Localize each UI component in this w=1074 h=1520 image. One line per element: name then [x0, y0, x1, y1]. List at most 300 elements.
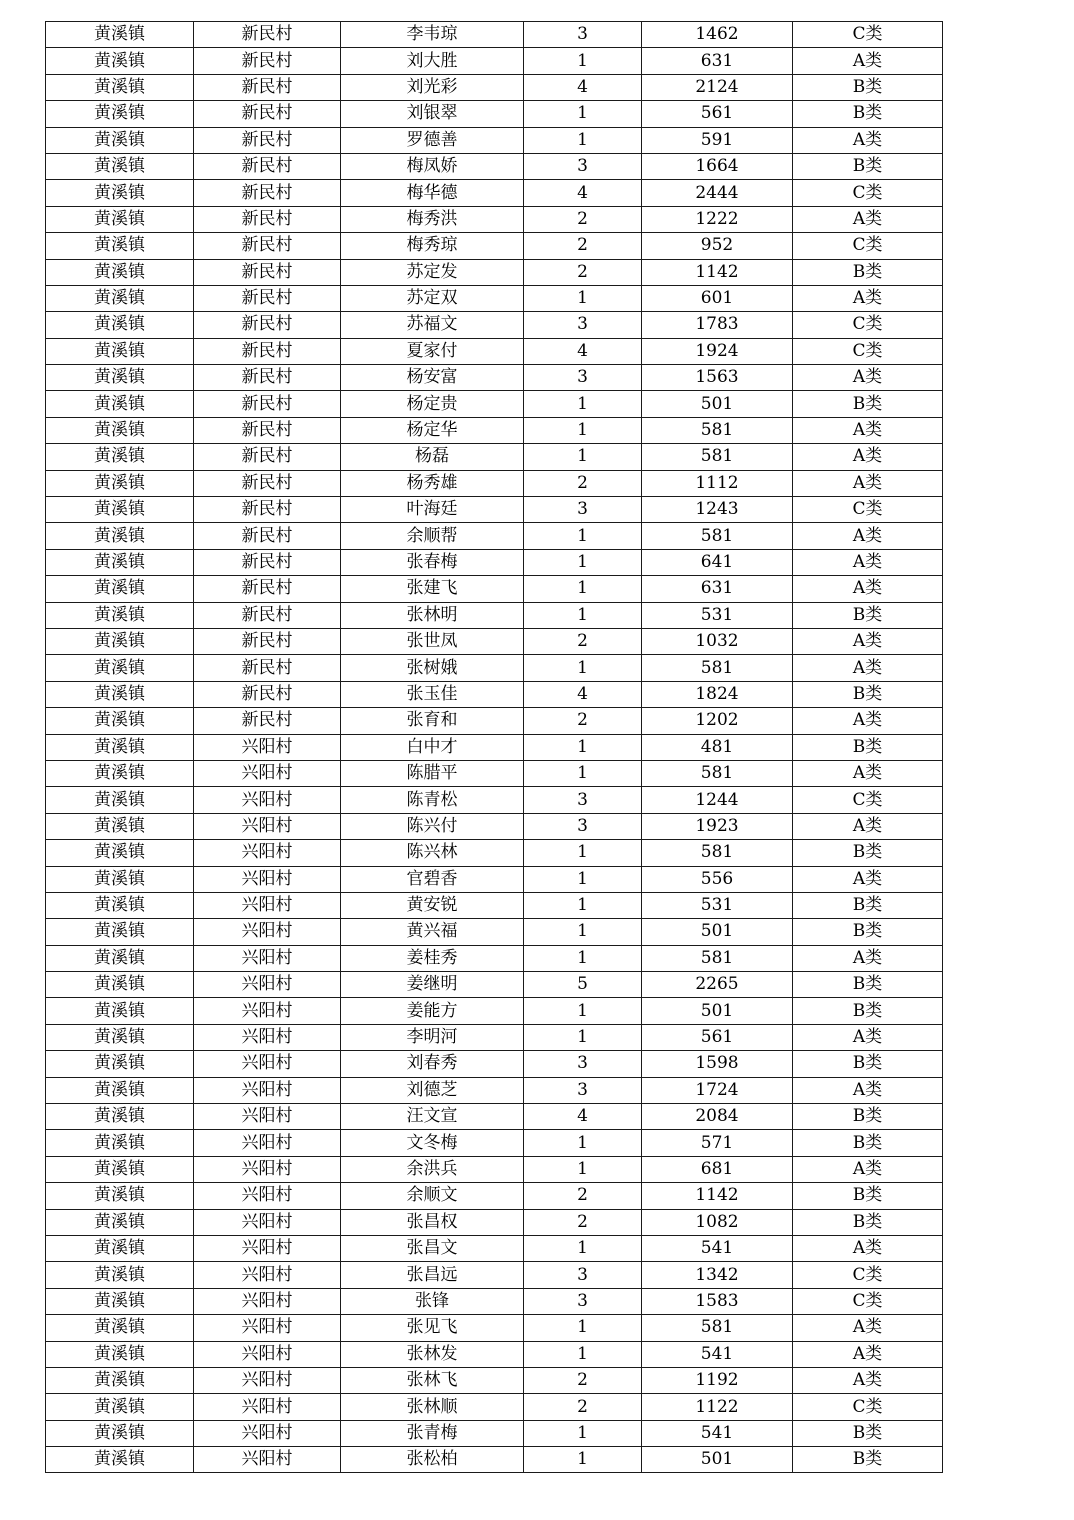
town-cell: 黄溪镇: [46, 1209, 194, 1235]
name-cell: 张昌文: [341, 1235, 524, 1261]
household-size-cell: 2: [524, 708, 642, 734]
household-size-cell: 3: [524, 312, 642, 338]
amount-cell: 1462: [642, 22, 793, 48]
town-cell: 黄溪镇: [46, 127, 194, 153]
amount-cell: 581: [642, 840, 793, 866]
table-body: [46, 22, 943, 1473]
household-size-cell: 1: [524, 417, 642, 443]
amount-cell: 2444: [642, 180, 793, 206]
town-cell: 黄溪镇: [46, 1104, 194, 1130]
name-cell: 陈青松: [341, 787, 524, 813]
table-row: [46, 813, 943, 839]
village-cell: 兴阳村: [194, 866, 341, 892]
town-cell: 黄溪镇: [46, 655, 194, 681]
name-cell: 黄安锐: [341, 892, 524, 918]
table-row: [46, 1130, 943, 1156]
village-cell: 兴阳村: [194, 760, 341, 786]
table-row: [46, 1367, 943, 1393]
name-cell: 刘大胜: [341, 48, 524, 74]
household-size-cell: 2: [524, 233, 642, 259]
name-cell: 苏定发: [341, 259, 524, 285]
amount-cell: 2124: [642, 74, 793, 100]
amount-cell: 1783: [642, 312, 793, 338]
household-size-cell: 1: [524, 655, 642, 681]
name-cell: 张育和: [341, 708, 524, 734]
village-cell: 兴阳村: [194, 1394, 341, 1420]
town-cell: 黄溪镇: [46, 233, 194, 259]
village-cell: 新民村: [194, 233, 341, 259]
category-cell: C类: [793, 338, 943, 364]
village-cell: 新民村: [194, 259, 341, 285]
name-cell: 罗德善: [341, 127, 524, 153]
household-size-cell: 3: [524, 1051, 642, 1077]
table-row: [46, 576, 943, 602]
household-size-cell: 2: [524, 628, 642, 654]
name-cell: 杨磊: [341, 444, 524, 470]
category-cell: C类: [793, 312, 943, 338]
category-cell: B类: [793, 734, 943, 760]
table-row: [46, 497, 943, 523]
town-cell: 黄溪镇: [46, 602, 194, 628]
table-row: [46, 22, 943, 48]
household-size-cell: 1: [524, 1447, 642, 1473]
amount-cell: 501: [642, 391, 793, 417]
village-cell: 兴阳村: [194, 813, 341, 839]
name-cell: 叶海廷: [341, 497, 524, 523]
amount-cell: 1664: [642, 153, 793, 179]
category-cell: C类: [793, 180, 943, 206]
household-size-cell: 3: [524, 813, 642, 839]
table-row: [46, 760, 943, 786]
village-cell: 兴阳村: [194, 787, 341, 813]
name-cell: 刘银翠: [341, 101, 524, 127]
village-cell: 新民村: [194, 206, 341, 232]
name-cell: 刘春秀: [341, 1051, 524, 1077]
category-cell: B类: [793, 259, 943, 285]
name-cell: 梅华德: [341, 180, 524, 206]
town-cell: 黄溪镇: [46, 972, 194, 998]
name-cell: 张林明: [341, 602, 524, 628]
category-cell: A类: [793, 813, 943, 839]
table-row: [46, 338, 943, 364]
table-row: [46, 1024, 943, 1050]
amount-cell: 1824: [642, 681, 793, 707]
table-row: [46, 998, 943, 1024]
category-cell: C类: [793, 1262, 943, 1288]
household-size-cell: 3: [524, 1077, 642, 1103]
amount-cell: 501: [642, 919, 793, 945]
town-cell: 黄溪镇: [46, 708, 194, 734]
name-cell: 张树娥: [341, 655, 524, 681]
table-row: [46, 1288, 943, 1314]
name-cell: 余洪兵: [341, 1156, 524, 1182]
amount-cell: 1142: [642, 259, 793, 285]
amount-cell: 501: [642, 998, 793, 1024]
table-row: [46, 1394, 943, 1420]
amount-cell: 541: [642, 1235, 793, 1261]
town-cell: 黄溪镇: [46, 206, 194, 232]
name-cell: 文冬梅: [341, 1130, 524, 1156]
town-cell: 黄溪镇: [46, 417, 194, 443]
village-cell: 新民村: [194, 655, 341, 681]
household-size-cell: 2: [524, 206, 642, 232]
category-cell: B类: [793, 1209, 943, 1235]
town-cell: 黄溪镇: [46, 391, 194, 417]
village-cell: 新民村: [194, 681, 341, 707]
town-cell: 黄溪镇: [46, 1077, 194, 1103]
village-cell: 兴阳村: [194, 1315, 341, 1341]
category-cell: B类: [793, 153, 943, 179]
village-cell: 兴阳村: [194, 1051, 341, 1077]
table-row: [46, 1104, 943, 1130]
household-size-cell: 4: [524, 180, 642, 206]
name-cell: 官碧香: [341, 866, 524, 892]
name-cell: 陈腊平: [341, 760, 524, 786]
village-cell: 兴阳村: [194, 1420, 341, 1446]
amount-cell: 631: [642, 576, 793, 602]
town-cell: 黄溪镇: [46, 101, 194, 127]
town-cell: 黄溪镇: [46, 1420, 194, 1446]
town-cell: 黄溪镇: [46, 866, 194, 892]
category-cell: C类: [793, 497, 943, 523]
table-row: [46, 1341, 943, 1367]
amount-cell: 581: [642, 655, 793, 681]
amount-cell: 561: [642, 101, 793, 127]
category-cell: A类: [793, 549, 943, 575]
table-row: [46, 787, 943, 813]
name-cell: 苏福文: [341, 312, 524, 338]
table-row: [46, 1156, 943, 1182]
table-row: [46, 127, 943, 153]
household-size-cell: 1: [524, 1235, 642, 1261]
household-size-cell: 1: [524, 945, 642, 971]
household-size-cell: 3: [524, 1288, 642, 1314]
table-row: [46, 549, 943, 575]
town-cell: 黄溪镇: [46, 1235, 194, 1261]
household-size-cell: 3: [524, 1262, 642, 1288]
village-cell: 兴阳村: [194, 1262, 341, 1288]
village-cell: 新民村: [194, 470, 341, 496]
table-row: [46, 655, 943, 681]
town-cell: 黄溪镇: [46, 1341, 194, 1367]
village-cell: 新民村: [194, 48, 341, 74]
household-size-cell: 2: [524, 1183, 642, 1209]
town-cell: 黄溪镇: [46, 1051, 194, 1077]
amount-cell: 541: [642, 1341, 793, 1367]
category-cell: A类: [793, 523, 943, 549]
table-row: [46, 470, 943, 496]
name-cell: 黄兴福: [341, 919, 524, 945]
town-cell: 黄溪镇: [46, 180, 194, 206]
town-cell: 黄溪镇: [46, 1315, 194, 1341]
amount-cell: 581: [642, 760, 793, 786]
category-cell: B类: [793, 840, 943, 866]
category-cell: A类: [793, 470, 943, 496]
village-cell: 兴阳村: [194, 734, 341, 760]
name-cell: 张建飞: [341, 576, 524, 602]
category-cell: B类: [793, 101, 943, 127]
name-cell: 张林发: [341, 1341, 524, 1367]
household-size-cell: 1: [524, 892, 642, 918]
amount-cell: 581: [642, 945, 793, 971]
village-cell: 新民村: [194, 285, 341, 311]
household-size-cell: 2: [524, 259, 642, 285]
category-cell: B类: [793, 1183, 943, 1209]
table-row: [46, 444, 943, 470]
household-size-cell: 2: [524, 1367, 642, 1393]
table-row: [46, 233, 943, 259]
name-cell: 张昌权: [341, 1209, 524, 1235]
category-cell: A类: [793, 1077, 943, 1103]
village-cell: 兴阳村: [194, 892, 341, 918]
table-row: [46, 919, 943, 945]
category-cell: B类: [793, 1420, 943, 1446]
category-cell: B类: [793, 391, 943, 417]
name-cell: 白中才: [341, 734, 524, 760]
amount-cell: 1563: [642, 365, 793, 391]
name-cell: 张世凤: [341, 628, 524, 654]
village-cell: 兴阳村: [194, 1130, 341, 1156]
table-row: [46, 681, 943, 707]
name-cell: 杨安富: [341, 365, 524, 391]
village-cell: 新民村: [194, 101, 341, 127]
household-size-cell: 1: [524, 1420, 642, 1446]
table-row: [46, 708, 943, 734]
town-cell: 黄溪镇: [46, 1447, 194, 1473]
table-row: [46, 312, 943, 338]
category-cell: B类: [793, 1130, 943, 1156]
name-cell: 张春梅: [341, 549, 524, 575]
name-cell: 梅秀洪: [341, 206, 524, 232]
table-row: [46, 74, 943, 100]
household-size-cell: 5: [524, 972, 642, 998]
household-size-cell: 1: [524, 1315, 642, 1341]
household-size-cell: 1: [524, 48, 642, 74]
table-row: [46, 365, 943, 391]
name-cell: 陈兴林: [341, 840, 524, 866]
village-cell: 兴阳村: [194, 1447, 341, 1473]
town-cell: 黄溪镇: [46, 470, 194, 496]
table-row: [46, 1077, 943, 1103]
table-row: [46, 523, 943, 549]
household-size-cell: 1: [524, 549, 642, 575]
village-cell: 新民村: [194, 549, 341, 575]
category-cell: A类: [793, 655, 943, 681]
village-cell: 新民村: [194, 576, 341, 602]
town-cell: 黄溪镇: [46, 444, 194, 470]
category-cell: A类: [793, 417, 943, 443]
table-row: [46, 1209, 943, 1235]
village-cell: 兴阳村: [194, 1367, 341, 1393]
village-cell: 兴阳村: [194, 1209, 341, 1235]
amount-cell: 581: [642, 417, 793, 443]
category-cell: B类: [793, 972, 943, 998]
category-cell: A类: [793, 708, 943, 734]
household-size-cell: 3: [524, 497, 642, 523]
table-row: [46, 1447, 943, 1473]
amount-cell: 1724: [642, 1077, 793, 1103]
amount-cell: 631: [642, 48, 793, 74]
category-cell: C类: [793, 22, 943, 48]
amount-cell: 571: [642, 1130, 793, 1156]
household-size-cell: 1: [524, 919, 642, 945]
table-row: [46, 417, 943, 443]
category-cell: A类: [793, 1341, 943, 1367]
village-cell: 新民村: [194, 391, 341, 417]
household-size-cell: 1: [524, 101, 642, 127]
name-cell: 梅秀琼: [341, 233, 524, 259]
table-row: [46, 866, 943, 892]
amount-cell: 591: [642, 127, 793, 153]
town-cell: 黄溪镇: [46, 1394, 194, 1420]
name-cell: 张玉佳: [341, 681, 524, 707]
household-size-cell: 1: [524, 998, 642, 1024]
table-row: [46, 972, 943, 998]
amount-cell: 1222: [642, 206, 793, 232]
name-cell: 张林顺: [341, 1394, 524, 1420]
amount-cell: 952: [642, 233, 793, 259]
village-cell: 兴阳村: [194, 945, 341, 971]
name-cell: 刘德芝: [341, 1077, 524, 1103]
table-row: [46, 259, 943, 285]
table-row: [46, 206, 943, 232]
town-cell: 黄溪镇: [46, 760, 194, 786]
name-cell: 张见飞: [341, 1315, 524, 1341]
household-size-cell: 3: [524, 22, 642, 48]
household-size-cell: 1: [524, 1130, 642, 1156]
amount-cell: 541: [642, 1420, 793, 1446]
category-cell: A类: [793, 1156, 943, 1182]
name-cell: 张松柏: [341, 1447, 524, 1473]
category-cell: C类: [793, 787, 943, 813]
household-size-cell: 1: [524, 1024, 642, 1050]
amount-cell: 1192: [642, 1367, 793, 1393]
household-size-cell: 1: [524, 1156, 642, 1182]
town-cell: 黄溪镇: [46, 48, 194, 74]
category-cell: B类: [793, 1447, 943, 1473]
town-cell: 黄溪镇: [46, 1130, 194, 1156]
amount-cell: 1598: [642, 1051, 793, 1077]
amount-cell: 581: [642, 444, 793, 470]
village-cell: 兴阳村: [194, 1077, 341, 1103]
name-cell: 张锋: [341, 1288, 524, 1314]
amount-cell: 481: [642, 734, 793, 760]
category-cell: A类: [793, 866, 943, 892]
name-cell: 张林飞: [341, 1367, 524, 1393]
name-cell: 梅凤娇: [341, 153, 524, 179]
category-cell: B类: [793, 1051, 943, 1077]
name-cell: 陈兴付: [341, 813, 524, 839]
household-size-cell: 1: [524, 127, 642, 153]
amount-cell: 1142: [642, 1183, 793, 1209]
village-cell: 兴阳村: [194, 1183, 341, 1209]
household-size-cell: 1: [524, 866, 642, 892]
village-cell: 兴阳村: [194, 919, 341, 945]
amount-cell: 561: [642, 1024, 793, 1050]
town-cell: 黄溪镇: [46, 312, 194, 338]
household-size-cell: 2: [524, 1209, 642, 1235]
category-cell: A类: [793, 206, 943, 232]
household-size-cell: 1: [524, 444, 642, 470]
table-row: [46, 1235, 943, 1261]
town-cell: 黄溪镇: [46, 576, 194, 602]
category-cell: A类: [793, 1315, 943, 1341]
household-size-cell: 1: [524, 523, 642, 549]
category-cell: C类: [793, 1394, 943, 1420]
amount-cell: 531: [642, 602, 793, 628]
household-size-cell: 4: [524, 681, 642, 707]
amount-cell: 1342: [642, 1262, 793, 1288]
village-cell: 兴阳村: [194, 998, 341, 1024]
table-row: [46, 892, 943, 918]
household-size-cell: 4: [524, 74, 642, 100]
town-cell: 黄溪镇: [46, 1262, 194, 1288]
category-cell: B类: [793, 998, 943, 1024]
amount-cell: 1923: [642, 813, 793, 839]
town-cell: 黄溪镇: [46, 840, 194, 866]
table-row: [46, 180, 943, 206]
category-cell: C类: [793, 233, 943, 259]
category-cell: A类: [793, 444, 943, 470]
village-cell: 新民村: [194, 127, 341, 153]
household-size-cell: 1: [524, 285, 642, 311]
data-table: [45, 21, 943, 1473]
category-cell: A类: [793, 1235, 943, 1261]
town-cell: 黄溪镇: [46, 998, 194, 1024]
category-cell: B类: [793, 681, 943, 707]
table-row: [46, 391, 943, 417]
town-cell: 黄溪镇: [46, 22, 194, 48]
household-size-cell: 1: [524, 734, 642, 760]
village-cell: 新民村: [194, 180, 341, 206]
town-cell: 黄溪镇: [46, 1024, 194, 1050]
village-cell: 新民村: [194, 602, 341, 628]
table-row: [46, 628, 943, 654]
town-cell: 黄溪镇: [46, 787, 194, 813]
amount-cell: 581: [642, 523, 793, 549]
amount-cell: 2084: [642, 1104, 793, 1130]
town-cell: 黄溪镇: [46, 153, 194, 179]
category-cell: A类: [793, 365, 943, 391]
table-row: [46, 1420, 943, 1446]
amount-cell: 2265: [642, 972, 793, 998]
table-row: [46, 1183, 943, 1209]
town-cell: 黄溪镇: [46, 681, 194, 707]
town-cell: 黄溪镇: [46, 1367, 194, 1393]
name-cell: 张昌远: [341, 1262, 524, 1288]
household-size-cell: 2: [524, 1394, 642, 1420]
amount-cell: 641: [642, 549, 793, 575]
category-cell: A类: [793, 127, 943, 153]
town-cell: 黄溪镇: [46, 365, 194, 391]
category-cell: A类: [793, 945, 943, 971]
village-cell: 兴阳村: [194, 840, 341, 866]
table-row: [46, 101, 943, 127]
category-cell: C类: [793, 1288, 943, 1314]
amount-cell: 1082: [642, 1209, 793, 1235]
name-cell: 杨定华: [341, 417, 524, 443]
name-cell: 余顺文: [341, 1183, 524, 1209]
village-cell: 兴阳村: [194, 1288, 341, 1314]
town-cell: 黄溪镇: [46, 497, 194, 523]
amount-cell: 581: [642, 1315, 793, 1341]
name-cell: 夏家付: [341, 338, 524, 364]
category-cell: A类: [793, 48, 943, 74]
household-size-cell: 3: [524, 365, 642, 391]
household-size-cell: 4: [524, 338, 642, 364]
amount-cell: 601: [642, 285, 793, 311]
name-cell: 余顺帮: [341, 523, 524, 549]
